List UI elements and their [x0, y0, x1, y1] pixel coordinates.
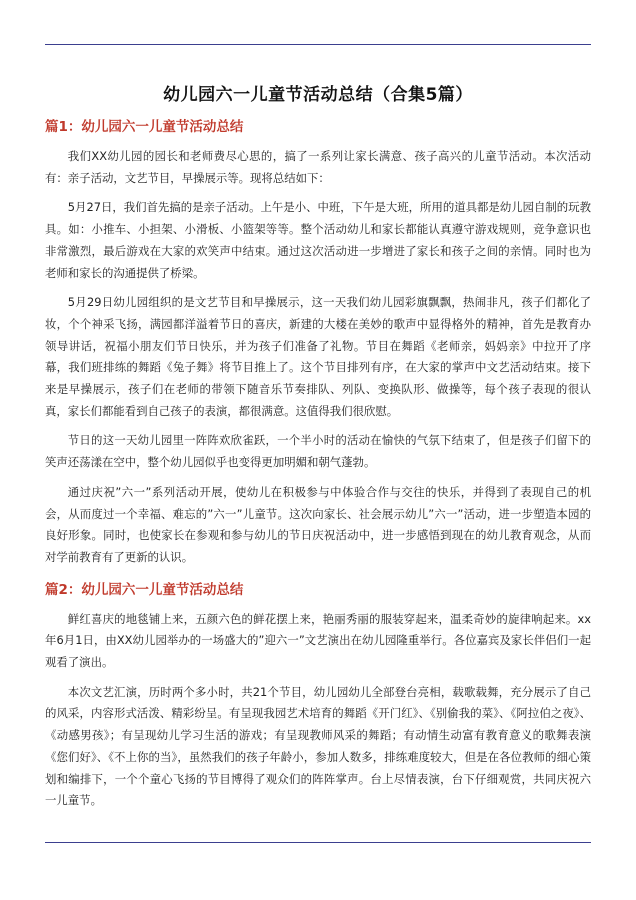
- section-1-paragraph-1: 我们XX幼儿园的园长和老师费尽心思的，搞了一系列让家长满意、孩子高兴的儿童节活动。本次活动有：亲子活动，文艺节目，早操展示等。现将总结如下：: [45, 149, 591, 185]
- footer-rule: [45, 842, 591, 843]
- section-2-paragraph-2: 本次文艺汇演，历时两个多小时，共21个节目，幼儿园幼儿全部登台亮相，载歌载舞，充分展示了自己的风采，内容形式活泼、精彩纷呈。有呈现我园艺术培育的舞蹈《开门红》、《别偷我的菜》、《阿拉伯之夜》、《动感男孩》；有呈现幼儿学习生活的游戏；有呈现教师风采的舞蹈；有动情生动富有教育意义的歌舞表演《您们好》、《不上你的当》，虽然我们的孩子年龄小，参加人数多，排练难度较大，但是在各位教师的细心策划和编排下，一个个童心飞扬的节目博得了观众们的阵阵掌声。台上尽情表演，台下仔细观赏，共同庆祝六一儿童节。: [45, 684, 591, 808]
- section-2-paragraph-1: 鲜红喜庆的地毯铺上来，五颜六色的鲜花摆上来，艳丽秀丽的服装穿起来，温柔奇妙的旋律响起来。xx年6月1日，由XX幼儿园举办的一场盛大的”迎六一”文艺演出在幼儿园隆重举行。各位嘉宾及家长伴侣们一起观看了演出。: [45, 611, 591, 670]
- section-1-paragraph-3: 5月29日幼儿园组织的是文艺节目和早操展示，这一天我们幼儿园彩旗飘飘，热闹非凡，孩子们都化了妆，个个神采飞扬，满园都洋溢着节日的喜庆，新建的大楼在美妙的歌声中显得格外的精神，首先是教育办领导讲话，祝福小朋友们节日快乐，并为孩子们准备了礼物。节目在舞蹈《老师亲，妈妈亲》中拉开了序幕，我们班排练的舞蹈《兔子舞》将节目推上了。这个节目排列有序，在大家的掌声中文艺活动结束。接下来是早操展示，孩子们在老师的带领下随音乐节奏排队、列队、变换队形、做操等，每个孩子表现的很认真，家长们都能看到自己孩子的表演，都很满意。这值得我们很欣慰。: [45, 295, 591, 418]
- document-title: 幼儿园六一儿童节活动总结（合集5篇）: [163, 85, 473, 105]
- section-1-heading: 篇1：幼儿园六一儿童节活动总结: [45, 119, 244, 135]
- header-rule: [45, 44, 591, 45]
- section-2-heading: 篇2：幼儿园六一儿童节活动总结: [45, 581, 244, 598]
- document-body: [45, 70, 591, 812]
- section-1-paragraph-2: 5月27日，我们首先搞的是亲子活动。上午是小、中班，下午是大班，所用的道具都是幼儿园自制的玩教具。如：小推车、小担架、小滑板、小篮架等等。整个活动幼儿和家长都能认真遵守游戏规则，竞争意识也非常激烈，最后游戏在大家的欢笑声中结束。通过这次活动进一步增进了家长和孩子之间的亲情。同时也为老师和家长的沟通提供了桥梁。: [45, 200, 591, 280]
- section-1-paragraph-4: 节日的这一天幼儿园里一阵阵欢欣雀跃，一个半小时的活动在愉快的气氛下结束了，但是孩子们留下的笑声还荡漾在空中，整个幼儿园似乎也变得更加明媚和朝气蓬勃。: [45, 433, 591, 470]
- section-1-paragraph-5: 通过庆祝”六一”系列活动开展，使幼儿在积极参与中体验合作与交往的快乐，并得到了表现自己的机会，从而度过一个幸福、难忘的”六一”儿童节。这次向家长、社会展示幼儿”六一”活动，进一步塑造本园的良好形象。同时，也使家长在参观和参与幼儿的节日庆祝活动中，进一步感悟到现在的幼儿教育观念，从而对学前教育有了更新的认识。: [45, 484, 591, 564]
